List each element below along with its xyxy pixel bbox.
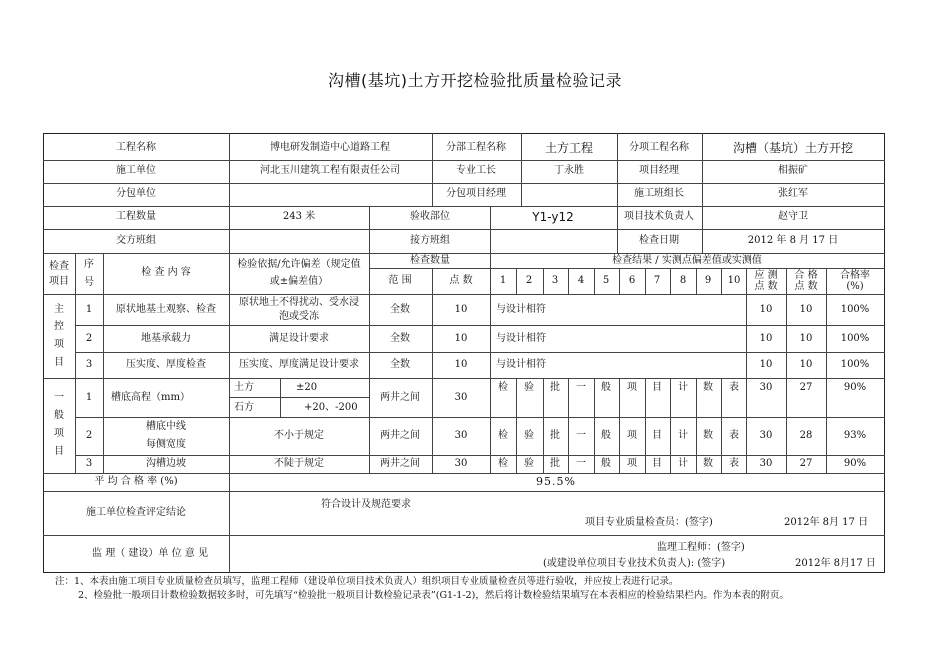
general-row-3-measured: 30 — [759, 458, 773, 469]
grid-line — [75, 455, 885, 456]
col-check-item-l2: 项目 — [49, 276, 69, 287]
general-row-2-content-l1: 槽底中线 — [146, 421, 186, 432]
main-row-2-content: 地基承载力 — [141, 333, 191, 344]
grid-line — [432, 268, 433, 473]
pm-value: 相振矿 — [778, 165, 808, 176]
grid-line — [543, 378, 544, 473]
inspect-char: 计 — [678, 430, 688, 441]
col-seq-l1: 序 — [84, 259, 94, 270]
general-row-3-pass: 27 — [799, 458, 813, 469]
main-group-char: 主 — [54, 304, 64, 315]
grid-line — [645, 268, 646, 294]
handover-team-label: 交方班组 — [116, 235, 156, 246]
grid-line — [229, 397, 369, 398]
general-row-1-basis-b: +20、-200 — [304, 402, 358, 413]
supervision-label: 监 理（ 建设）单 位 意 见 — [92, 548, 208, 559]
grid-line — [75, 253, 76, 473]
main-row-2-seq: 2 — [85, 333, 93, 344]
inspect-char: 验 — [524, 430, 534, 441]
quantity-value: 243 米 — [282, 211, 316, 222]
contractor-value: 河北玉川建筑工程有限责任公司 — [260, 165, 400, 176]
grid-line — [702, 206, 703, 253]
main-row-3-pass: 10 — [799, 359, 813, 370]
date-label: 检查日期 — [639, 235, 679, 246]
main-row-2-basis: 满足设计要求 — [269, 333, 329, 344]
grid-line — [43, 183, 885, 184]
main-row-3-rate: 100% — [840, 359, 870, 370]
grid-line — [746, 268, 747, 473]
grid-line — [75, 417, 885, 418]
footnote-2: 2、检验批一般项目计数检验数据较多时，可先填写“检验批一般项目计数检验记录表”(G1-1-2)，然后将计数检验结果填写在本表相应的检验结果栏内。作为本表的附页。 — [78, 590, 789, 601]
general-row-2-range: 两井之间 — [380, 430, 420, 441]
inspect-char: 检 — [498, 430, 508, 441]
sub-pm-label: 分包项目经理 — [446, 188, 506, 199]
main-row-1-basis: 原状地土不得扰动、受水浸泡或受冻 — [239, 297, 359, 322]
general-row-2-rate: 93% — [843, 430, 867, 441]
inspect-char: 计 — [678, 382, 688, 393]
grid-line — [229, 473, 230, 573]
col-content: 检 查 内 容 — [141, 267, 191, 278]
general-row-3-content: 沟槽边坡 — [146, 458, 186, 469]
inspect-char: 项 — [627, 430, 637, 441]
inspect-char: 验 — [524, 382, 534, 393]
project-name-label: 工程名称 — [116, 142, 156, 153]
col-measured-l2: 点 数 — [754, 281, 778, 292]
col-range: 范 围 — [388, 275, 412, 286]
inspect-char: 目 — [652, 430, 662, 441]
grid-line — [43, 206, 885, 207]
col-pass-l1: 合 格 — [794, 270, 818, 281]
grid-line — [645, 378, 646, 473]
general-row-3-seq: 3 — [85, 458, 93, 469]
general-row-2-pass: 28 — [799, 430, 813, 441]
inspect-char: 表 — [729, 458, 739, 469]
inspect-char: 项 — [627, 382, 637, 393]
col-check-item-l1: 检查 — [49, 261, 69, 272]
general-group-char: 一 — [54, 392, 64, 403]
team-leader-value: 张红军 — [778, 188, 808, 199]
col-basis-l1: 检验依据/允许偏差（规定值 — [237, 259, 361, 270]
inspect-char: 般 — [601, 382, 611, 393]
average-label: 平 均 合 格 率 (%) — [94, 476, 178, 487]
grid-line — [670, 268, 671, 294]
col-points: 点 数 — [449, 275, 473, 286]
item-project-label: 分项工程名称 — [629, 142, 689, 153]
grid-line — [543, 268, 544, 294]
main-row-2-rate: 100% — [840, 333, 870, 344]
col-num-5: 5 — [602, 275, 610, 286]
general-row-2-measured: 30 — [759, 430, 773, 441]
supervision-engineer: 监理工程师：(签字) — [657, 542, 745, 553]
grid-line — [516, 378, 517, 473]
page-title: 沟槽(基坑)土方开挖检验批质量检验记录 — [328, 71, 622, 90]
grid-line — [696, 378, 697, 473]
general-group-char: 般 — [54, 410, 64, 421]
contractor-eval-label: 施工单位检查评定结论 — [86, 507, 186, 518]
general-group-char: 项 — [54, 428, 64, 439]
inspect-char: 验 — [524, 458, 534, 469]
grid-line — [702, 133, 703, 206]
grid-line — [75, 352, 885, 353]
col-num-6: 6 — [628, 275, 636, 286]
foreman-value: 丁永胜 — [554, 165, 584, 176]
col-num-3: 3 — [551, 275, 559, 286]
quantity-label: 工程数量 — [116, 211, 156, 222]
main-row-3-result: 与设计相符 — [496, 359, 546, 370]
tech-lead-label: 项目技术负责人 — [624, 211, 694, 222]
general-row-2-basis: 不小于规定 — [274, 430, 324, 441]
grid-line — [568, 378, 569, 473]
main-row-2-result: 与设计相符 — [496, 333, 546, 344]
general-row-1-pass: 27 — [799, 382, 813, 393]
main-row-2-measured: 10 — [759, 333, 773, 344]
grid-line — [43, 253, 885, 254]
main-row-1-content: 原状地基土观察、检查 — [116, 304, 216, 315]
inspect-char: 一 — [576, 382, 586, 393]
footnote-1: 注：1、本表由施工项目专业质量检查员填写，监理工程师（建设单位项目技术负责人）组织项目专业质量检查员等进行验收，并应按上表进行记录。 — [55, 576, 679, 587]
main-row-1-range: 全数 — [390, 304, 410, 315]
grid-line — [432, 133, 433, 206]
pm-label: 项目经理 — [639, 165, 679, 176]
grid-line — [229, 133, 230, 253]
foreman-label: 专业工长 — [456, 165, 496, 176]
general-row-1-rate: 90% — [843, 382, 867, 393]
grid-line — [43, 229, 885, 230]
acceptance-part-label: 验收部位 — [410, 211, 450, 222]
grid-line — [521, 133, 522, 206]
col-seq-l2: 号 — [84, 277, 94, 288]
main-row-3-points: 10 — [454, 359, 468, 370]
main-group-char: 控 — [54, 321, 64, 332]
supervision-date: 2012年 8月17 日 — [795, 558, 876, 569]
grid-line — [786, 268, 787, 473]
inspect-char: 检 — [498, 382, 508, 393]
col-num-4: 4 — [577, 275, 585, 286]
grid-line — [369, 206, 370, 253]
inspect-char: 数 — [703, 382, 713, 393]
inspect-char: 检 — [498, 458, 508, 469]
col-rate-l1: 合格率 — [840, 270, 870, 281]
inspect-char: 计 — [678, 458, 688, 469]
main-row-1-result: 与设计相符 — [496, 304, 546, 315]
general-row-2-points: 30 — [454, 430, 468, 441]
general-row-1-basis-a: ±20 — [296, 382, 318, 393]
grid-line — [103, 253, 104, 473]
grid-line — [696, 268, 697, 294]
inspect-char: 数 — [703, 430, 713, 441]
inspect-char: 目 — [652, 382, 662, 393]
main-row-3-content: 压实度、厚度检查 — [126, 359, 206, 370]
col-measured-l1: 应 测 — [754, 270, 778, 281]
inspect-char: 项 — [627, 458, 637, 469]
acceptance-part-value: Y1-y12 — [532, 210, 574, 224]
grid-line — [617, 206, 618, 253]
grid-line — [490, 253, 491, 473]
general-row-1-seq: 1 — [85, 392, 93, 403]
item-project-value: 沟槽（基坑）土方开挖 — [732, 141, 854, 155]
col-rate-l2: (%) — [846, 281, 864, 292]
main-row-1-points: 10 — [454, 304, 468, 315]
grid-line — [43, 378, 885, 379]
grid-line — [490, 206, 491, 253]
grid-line — [619, 378, 620, 473]
grid-line — [43, 535, 885, 536]
main-row-2-points: 10 — [454, 333, 468, 344]
grid-line — [670, 378, 671, 473]
grid-line — [369, 268, 885, 269]
contractor-eval-signer: 项目专业质量检查员：(签字) — [585, 517, 713, 528]
general-row-3-basis: 不陡于规定 — [274, 458, 324, 469]
general-row-1-basis-b-label: 石方 — [234, 402, 254, 413]
main-row-1-measured: 10 — [759, 304, 773, 315]
inspect-char: 批 — [550, 382, 560, 393]
grid-line — [594, 378, 595, 473]
grid-line — [568, 268, 569, 294]
inspect-char: 批 — [550, 458, 560, 469]
team-leader-label: 施工班组长 — [634, 188, 684, 199]
inspect-char: 表 — [729, 430, 739, 441]
general-group-char: 目 — [54, 446, 64, 457]
main-row-3-seq: 3 — [85, 359, 93, 370]
general-row-3-range: 两井之间 — [380, 458, 420, 469]
general-row-1-basis-a-label: 土方 — [234, 382, 254, 393]
grid-line — [721, 378, 722, 473]
inspect-char: 一 — [576, 458, 586, 469]
grid-line — [75, 325, 885, 326]
receiving-team-label: 接方班组 — [410, 235, 450, 246]
col-qty: 检查数量 — [410, 255, 450, 266]
inspect-char: 般 — [601, 430, 611, 441]
grid-line — [516, 268, 517, 294]
general-row-2-seq: 2 — [85, 430, 93, 441]
main-group-char: 目 — [54, 357, 64, 368]
main-row-3-range: 全数 — [390, 359, 410, 370]
general-row-3-points: 30 — [454, 458, 468, 469]
main-group-char: 项 — [54, 339, 64, 350]
grid-line — [43, 294, 885, 295]
grid-line — [369, 253, 370, 473]
grid-line — [43, 160, 885, 161]
main-row-1-rate: 100% — [840, 304, 870, 315]
grid-line — [619, 268, 620, 294]
grid-line — [826, 268, 827, 473]
grid-line — [280, 378, 281, 417]
project-name-value: 博电研发制造中心道路工程 — [270, 142, 390, 153]
general-row-1-range: 两井之间 — [380, 392, 420, 403]
main-row-3-measured: 10 — [759, 359, 773, 370]
col-num-8: 8 — [679, 275, 687, 286]
main-row-1-pass: 10 — [799, 304, 813, 315]
grid-line — [229, 253, 230, 473]
col-num-2: 2 — [525, 275, 533, 286]
inspect-char: 一 — [576, 430, 586, 441]
contractor-eval-date: 2012年 8月 17 日 — [784, 517, 869, 528]
grid-line — [43, 473, 885, 474]
col-results: 检查结果 / 实测点偏差值或实测值 — [612, 255, 762, 266]
inspect-char: 数 — [703, 458, 713, 469]
general-row-1-content: 槽底高程（mm） — [111, 392, 190, 403]
grid-line — [594, 268, 595, 294]
col-num-1: 1 — [499, 275, 507, 286]
main-row-3-basis: 压实度、厚度满足设计要求 — [239, 359, 359, 370]
grid-line — [721, 268, 722, 294]
grid-line — [617, 133, 618, 206]
contractor-label: 施工单位 — [116, 165, 156, 176]
subproject-value: 土方工程 — [544, 141, 594, 155]
inspect-char: 表 — [729, 382, 739, 393]
general-row-1-points: 30 — [454, 392, 468, 403]
inspect-char: 批 — [550, 430, 560, 441]
inspect-char: 目 — [652, 458, 662, 469]
subcontractor-label: 分包单位 — [116, 188, 156, 199]
average-value: 95.5% — [536, 475, 576, 488]
main-row-2-pass: 10 — [799, 333, 813, 344]
main-row-1-seq: 1 — [85, 304, 93, 315]
general-row-3-rate: 90% — [843, 458, 867, 469]
supervision-alt: (或建设单位项目专业技术负责人): (签字) — [543, 558, 726, 569]
tech-lead-value: 赵守卫 — [778, 211, 808, 222]
col-pass-l2: 点 数 — [794, 281, 818, 292]
main-row-2-range: 全数 — [390, 333, 410, 344]
contractor-eval-text: 符合设计及规范要求 — [321, 499, 411, 510]
general-row-2-content-l2: 每侧宽度 — [146, 439, 186, 450]
date-value: 2012 年 8 月 17 日 — [747, 235, 839, 246]
subproject-label: 分部工程名称 — [446, 142, 506, 153]
col-basis-l2: 或±偏差值） — [269, 276, 329, 287]
col-num-9: 9 — [704, 275, 712, 286]
inspect-char: 般 — [601, 458, 611, 469]
grid-line — [43, 491, 885, 492]
col-num-10: 10 — [727, 275, 741, 286]
col-num-7: 7 — [653, 275, 661, 286]
general-row-1-measured: 30 — [759, 382, 773, 393]
